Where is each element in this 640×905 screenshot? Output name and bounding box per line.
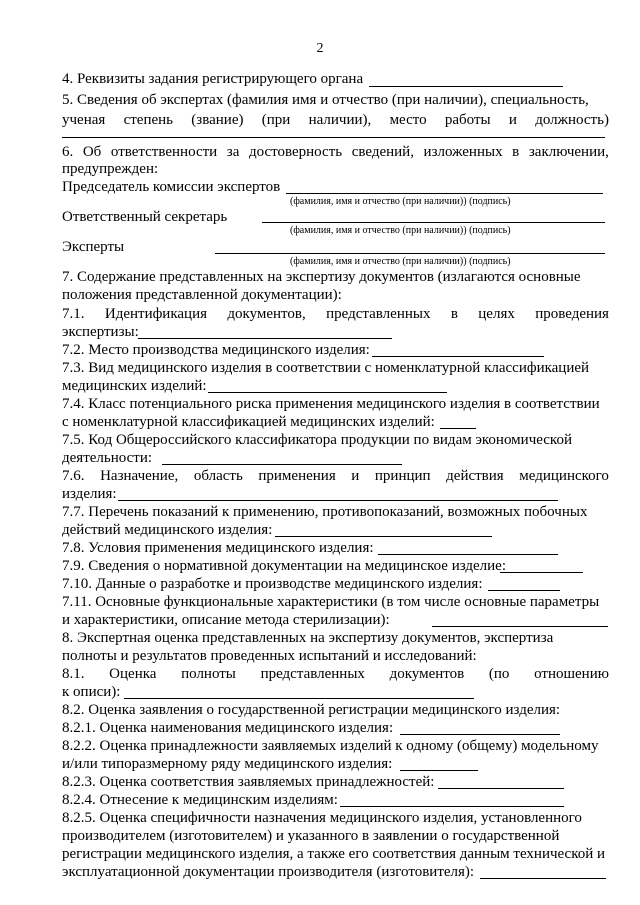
word: целях [478, 306, 515, 322]
word: отношению [534, 666, 609, 682]
experts-signature-caption: (фамилия, имя и отчество (при наличии)) (подпись) [290, 256, 511, 267]
item-7-9: 7.9. Сведения о нормативной документации на медицинское изделие: [62, 558, 507, 574]
item-7-1-line-2: экспертизы: [62, 324, 139, 340]
item-5-line-1: 5. Сведения об экспертах (фамилия имя и отчество (при наличии), специальность, [62, 92, 589, 108]
secretary-signature-caption: (фамилия, имя и отчество (при наличии)) (подпись) [290, 225, 511, 236]
item-7-6-line-1 [62, 468, 609, 485]
item-7-8-blank-line [378, 554, 558, 555]
word: в [450, 306, 458, 322]
item-7-6-line-2: изделия: [62, 486, 117, 502]
word: действия [446, 468, 504, 484]
word: полноты [181, 666, 236, 682]
item-8-2: 8.2. Оценка заявления о государственной регистрации медицинского изделия: [62, 702, 561, 718]
word: работы [444, 112, 491, 128]
item-7-1-line-1 [62, 306, 609, 323]
word: степень [123, 112, 174, 128]
item-7-line-1: 7. Содержание представленных на экспертизу документов (излагаются основные [62, 269, 581, 285]
item-8-2-3-blank-line [438, 788, 564, 789]
word: документов, [227, 306, 306, 322]
word: ответственности [110, 144, 218, 160]
word: Оценка [109, 666, 157, 682]
item-7-11-line-2: и характеристики, описание метода стерилизации): [62, 612, 390, 628]
item-8-line-2: полноты и результатов проведенных испытаний и исследований: [62, 648, 477, 664]
item-7-8: 7.8. Условия применения медицинского изделия: [62, 540, 374, 556]
item-8-2-4: 8.2.4. Отнесение к медицинским изделиям: [62, 792, 338, 808]
item-7-6-blank-line [118, 500, 558, 501]
word: в [512, 144, 520, 160]
word: применения [258, 468, 336, 484]
item-8-2-4-blank-line [340, 806, 564, 807]
item-7-1-blank-line [138, 338, 392, 339]
item-7-4-line-1: 7.4. Класс потенциального риска применения медицинского изделия в соответствии [62, 396, 600, 412]
item-7-3-line-2: медицинских изделий: [62, 378, 207, 394]
item-8-2-3: 8.2.3. Оценка соответствия заявляемых принадлежностей: [62, 774, 435, 790]
item-7-line-2: положения представленной документации): [62, 287, 342, 303]
item-8-1-blank-line [124, 698, 474, 699]
item-6-line-1 [62, 144, 609, 161]
item-7-4-line-2: с номенклатурной классификацией медицинских изделий: [62, 414, 435, 430]
item-7-4-blank-line [440, 428, 476, 429]
item-7-5-line-2: деятельности: [62, 450, 153, 466]
word: за [226, 144, 240, 160]
item-8-1-line-1 [62, 666, 609, 683]
item-7-7-line-1: 7.7. Перечень показаний к применению, противопоказаний, возможных побочных [62, 504, 588, 520]
experts-signature-line [215, 253, 605, 254]
word: наличии), [308, 112, 372, 128]
word: 7.6. [62, 468, 85, 484]
word: (при [261, 112, 291, 128]
item-4-text: 4. Реквизиты задания регистрирующего органа [62, 71, 364, 87]
word: сведений, [351, 144, 414, 160]
word: проведения [535, 306, 609, 322]
word: и [508, 112, 517, 128]
item-7-2: 7.2. Место производства медицинского изделия: [62, 342, 370, 358]
word: представленных [326, 306, 431, 322]
secretary-signature-line [262, 222, 605, 223]
word: (по [488, 666, 510, 682]
word: 7.1. [62, 306, 85, 322]
item-7-10-blank-line [488, 590, 560, 591]
word: Об [82, 144, 102, 160]
word: документов [389, 666, 465, 682]
item-8-2-2-line-2: и/или типоразмерному ряду медицинского изделия: [62, 756, 393, 772]
item-6-line-2: предупрежден: [62, 161, 159, 177]
item-7-5-blank-line [162, 464, 402, 465]
page-number: 2 [316, 41, 324, 56]
word: 6. [62, 144, 74, 160]
item-8-2-5-line-1: 8.2.5. Оценка специфичности назначения медицинского изделия, установленного [62, 810, 582, 826]
item-7-5-line-1: 7.5. Код Общероссийского классификатора продукции по видам экономической [62, 432, 572, 448]
word: достоверность [248, 144, 343, 160]
word: область [193, 468, 243, 484]
item-8-2-5-blank-line [480, 878, 606, 879]
word: 8.1. [62, 666, 85, 682]
item-5-blank-line [62, 137, 605, 138]
word: ученая [62, 112, 106, 128]
item-5-line-2 [62, 112, 609, 129]
item-8-2-5-line-2: производителем (изготовителем) и указанного в заявлении о государственной [62, 828, 560, 844]
item-8-1-line-2: к описи): [62, 684, 121, 700]
item-7-9-blank-line [500, 572, 583, 573]
word: изложенных [423, 144, 503, 160]
word: заключении, [528, 144, 609, 160]
chair-signature-caption: (фамилия, имя и отчество (при наличии)) (подпись) [290, 196, 511, 207]
item-8-2-5-line-3: регистрации медицинского изделия, а также его соответствия данным технической и [62, 846, 606, 862]
word: медицинского [519, 468, 609, 484]
item-8-2-2-line-1: 8.2.2. Оценка принадлежности заявляемых изделий к одному (общему) модельному [62, 738, 599, 754]
item-8-2-5-line-4: эксплуатационной документации производителя (изготовителя): [62, 864, 475, 880]
item-7-10: 7.10. Данные о разработке и производстве медицинского изделия: [62, 576, 483, 592]
item-7-2-blank-line [372, 356, 544, 357]
word: и [351, 468, 360, 484]
word: принцип [374, 468, 431, 484]
word: представленных [260, 666, 365, 682]
item-8-line-1: 8. Экспертная оценка представленных на экспертизу документов, экспертиза [62, 630, 554, 646]
word: (звание) [191, 112, 244, 128]
item-8-2-1-blank-line [400, 734, 560, 735]
word: должность) [535, 112, 609, 128]
item-7-11-blank-line [432, 626, 608, 627]
word: Назначение, [100, 468, 179, 484]
item-7-7-blank-line [275, 536, 492, 537]
item-7-7-line-2: действий медицинского изделия: [62, 522, 273, 538]
item-7-3-line-1: 7.3. Вид медицинского изделия в соответствии с номенклатурной классификацией [62, 360, 590, 376]
item-7-3-blank-line [208, 392, 447, 393]
word: место [389, 112, 427, 128]
item-4-blank-line [369, 86, 563, 87]
item-8-2-2-blank-line [400, 770, 478, 771]
chair-label: Председатель комиссии экспертов [62, 179, 281, 195]
word: Идентификация [104, 306, 208, 322]
secretary-label: Ответственный секретарь [62, 209, 228, 225]
chair-signature-line [286, 193, 603, 194]
experts-label: Эксперты [62, 239, 125, 255]
item-7-11-line-1: 7.11. Основные функциональные характеристики (в том числе основные параметры [62, 594, 600, 610]
item-8-2-1: 8.2.1. Оценка наименования медицинского изделия: [62, 720, 394, 736]
